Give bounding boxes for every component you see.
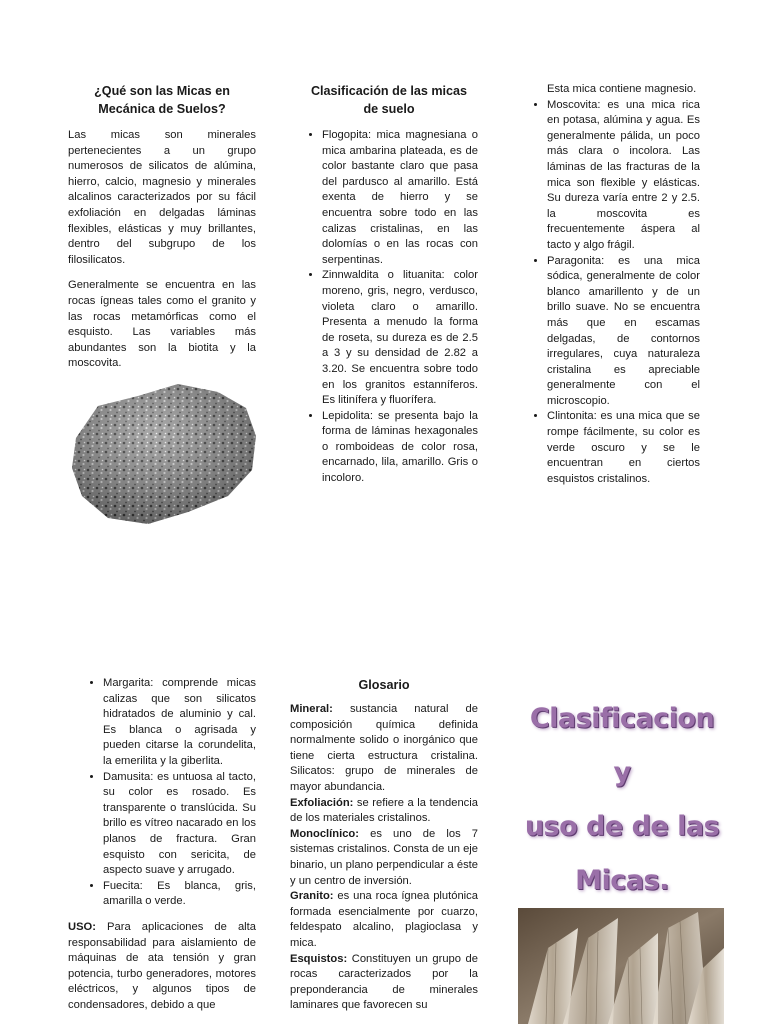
more-micas-list (68, 676, 256, 910)
list-item: • Damusita: es untuosa al tacto, su color es rosado. Es transparente o translúcida. Su brillo es vítreo nacarado en los planos de fractura. Gran esquisto con sericita, de aspecto suave y arrugado. (103, 770, 256, 879)
intro-paragraph-2: Generalmente se encuentra en las rocas ígneas tales como el granito y las rocas metamórficas como el esquisto. Las variables más abundantes son la biotita y la moscovita. (68, 279, 256, 370)
list-item: • Flogopita: mica magnesiana o mica ambarina plateada, es de color bastante claro que pasa del pardusco al amarillo. Está exenta de hierro y se encuentra sobre todo en las calizas cristalinas, en las dolomías o en las rocas con serpentinas. (322, 128, 478, 268)
list-item: • Fuecita: Es blanca, gris, amarilla o verde. (103, 879, 256, 910)
classification-list-cont (525, 98, 700, 488)
intro-paragraph-1: Las micas son minerales pertenecientes a un grupo numerosos de silicatos de alúmina, hierro, calcio, magnesio y minerales alcalinos caracterizados por su fácil exfoliación en delgadas láminas flexibles, elásticas y muy brillantes, dentro del subgrupo de los filosilicatos. (68, 129, 256, 266)
uso-paragraph (68, 920, 256, 1014)
list-item: • Margarita: comprende micas calizas que son silicatos hidratados de aluminio y cal. Es blanca o agrisada y pueden citarse la corundelita, la emerilita y la giberlita. (103, 676, 256, 770)
lead-text: Esta mica contiene magnesio. (547, 83, 697, 95)
cover-title (522, 692, 722, 908)
mica-crystal-image (518, 908, 724, 1024)
glossary-entry-esquistos: Esquistos: Constituyen un grupo de rocas caracterizados por la preponderancia de minerales laminares que favorecen su (290, 952, 478, 1012)
intro-title: ¿Qué son las Micas en Mecánica de Suelos? (94, 84, 230, 116)
panel-classification-cont (525, 82, 700, 487)
panel-glossary (290, 676, 478, 1014)
list-item: • Clintonita: es una mica que se rompe fácilmente, su color es verde oscuro y se le encuentran en ciertos esquistos cristalinos. (547, 409, 700, 487)
granite-rock-image (68, 378, 260, 528)
cover-title-line: Micas. (575, 865, 669, 896)
panel-intro (68, 82, 256, 382)
glossary-entry-granito: Granito: es una roca ígnea plutónica formada esencialmente por cuarzo, feldespato alcalino, plagioclasa y mica. (290, 890, 478, 949)
list-item: • Lepidolita: se presenta bajo la forma de láminas hexagonales o romboideas de color rosa, encarnado, lila, amarillo. Gris o incoloro. (322, 409, 478, 487)
glossary-title: Glosario (358, 678, 410, 692)
panel-classification (300, 82, 478, 487)
uso-label: USO: (68, 920, 96, 933)
panel-more-micas (68, 676, 256, 1023)
classification-list (300, 128, 478, 487)
glossary-entry-mineral: Mineral: sustancia natural de composición química definida normalmente solido o inorgánico que tiene cierta estructura cristalina. Silicatos: grupo de minerales de mayor abundancia. (290, 703, 478, 793)
cover-title-line: uso de de las (524, 811, 720, 842)
glossary-entry-monoclinico: Monoclínico: es uno de los 7 sistemas cristalinos. Consta de un eje binario, un plano perpendicular a éste y un centro de inversión. (290, 827, 478, 887)
glossary-entry-exfoliacion: Exfoliación: se refiere a la tendencia de los materiales cristalinos. (290, 796, 478, 825)
uso-text: Para aplicaciones de alta responsabilidad para aislamiento de máquinas de ata tensión y gran potencia, turbo generadores, motores eléctricos, y algunos tipos de condensadores, debido a que (68, 920, 256, 1011)
list-item: • Paragonita: es una mica sódica, generalmente de color blanco amarillento y de un brillo suave. No se encuentra más que en escamas delgadas, de contornos irregulares, cuya naturaleza cristalina es apreciable generalmente con el microscopio. (547, 254, 700, 410)
list-item: • Moscovita: es una mica rica en potasa, alúmina y agua. Es generalmente pálida, un poco más clara o incolora. Las láminas de las fracturas de la mica son flexible y elásticas. Su dureza varía entre 2 y 2.5. la moscovita es frecuentemente áspera al tacto y algo frágil. (547, 98, 700, 254)
classification-title: Clasificación de las micas de suelo (310, 84, 468, 116)
list-item: • Zinnwaldita o lituanita: color moreno, gris, negro, verdusco, violeta claro o amarillo. Presenta a menudo la forma de roseta, su dureza es de 2.5 a 3 y su densidad de 2.82 a 3.20. Se encuentra sobre todo en los granitos estanníferos. Es litinífera y fluorífera. (322, 268, 478, 408)
cover-title-line: Clasificacion y (529, 703, 715, 788)
